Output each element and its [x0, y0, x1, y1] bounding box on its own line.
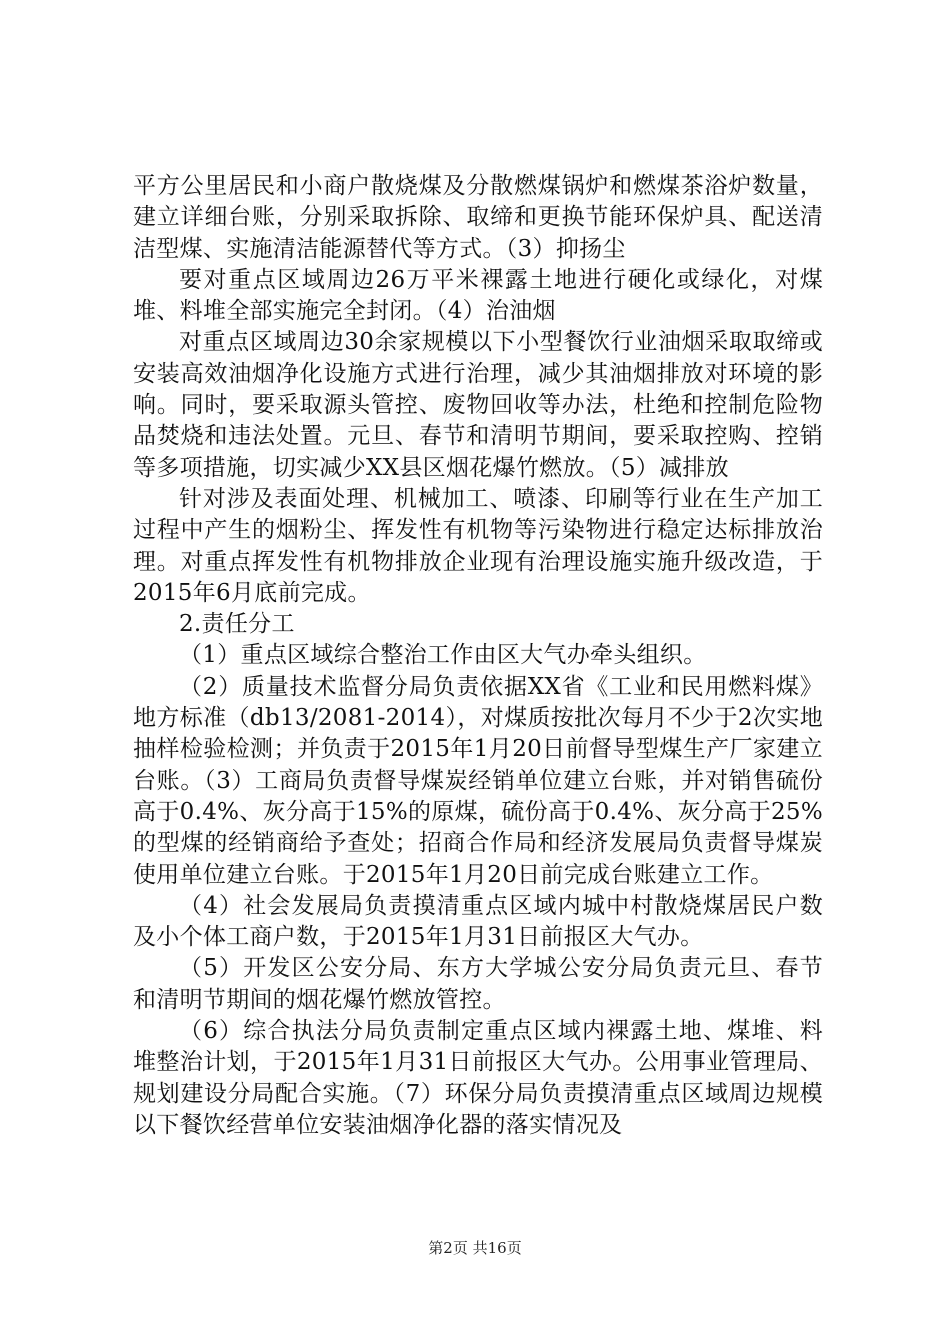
paragraph-duty-2-3: （2）质量技术监督分局负责依据XX省《工业和民用燃料煤》地方标准（db13/2081-2014），对煤质按批次每月不少于2次实地抽样检验检测；并负责于2015年1月20日前督导型煤生产厂家建立台账。（3）工商局负责督导煤炭经销单位建立台账，并对销售硫份高于0.4%、灰分高于15%的原煤，硫份高于0.4%、灰分高于25%的型煤的经销商给予查处；招商合作局和经济发展局负责督导煤炭使用单位建立台账。于2015年1月20日前完成台账建立工作。: [133, 673, 823, 888]
paragraph-duty-4: （4）社会发展局负责摸清重点区域内城中村散烧煤居民户数及小个体工商户数，于2015年1月31日前报区大气办。: [133, 892, 823, 951]
section-heading-responsibility: 2.责任分工: [179, 611, 295, 638]
paragraph-duty-1: （1）重点区域综合整治工作由区大气办牵头组织。: [179, 642, 707, 669]
document-body: [133, 171, 823, 1141]
paragraph-duty-6-7: （6）综合执法分局负责制定重点区域内裸露土地、煤堆、料堆整治计划，于2015年1月31日前报区大气办。公用事业管理局、规划建设分局配合实施。（7）环保分局负责摸清重点区域周边规模以下餐饮经营单位安装油烟净化器的落实情况及: [133, 1018, 823, 1138]
paragraph-dust-control: 要对重点区域周边26万平米裸露土地进行硬化或绿化，对煤堆、料堆全部实施完全封闭。（4）治油烟: [133, 266, 823, 325]
page-number-footer: 第2页 共16页: [428, 1239, 522, 1257]
paragraph-duty-5: （5）开发区公安分局、东方大学城公安分局负责元旦、春节和清明节期间的烟花爆竹燃放管控。: [133, 955, 823, 1013]
paragraph-emission-reduction: 针对涉及表面处理、机械加工、喷漆、印刷等行业在生产加工过程中产生的烟粉尘、挥发性有机物等污染物进行稳定达标排放治理。对重点挥发性有机物排放企业现有治理设施实施升级改造，于2015年6月底前完成。: [133, 485, 823, 606]
paragraph-fume-control: 对重点区域周边30余家规模以下小型餐饮行业油烟采取取缔或安装高效油烟净化设施方式进行治理，减少其油烟排放对环境的影响。同时，要采取源头管控、废物回收等办法，杜绝和控制危险物品焚烧和违法处置。元旦、春节和清明节期间，要采取控购、控销等多项措施，切实减少XX县区烟花爆竹燃放。（5）减排放: [133, 329, 823, 481]
paragraph-coal-control: 平方公里居民和小商户散烧煤及分散燃煤锅炉和燃煤茶浴炉数量，建立详细台账，分别采取拆除、取缔和更换节能环保炉具、配送清洁型煤、实施清洁能源替代等方式。（3）抑扬尘: [133, 173, 823, 262]
